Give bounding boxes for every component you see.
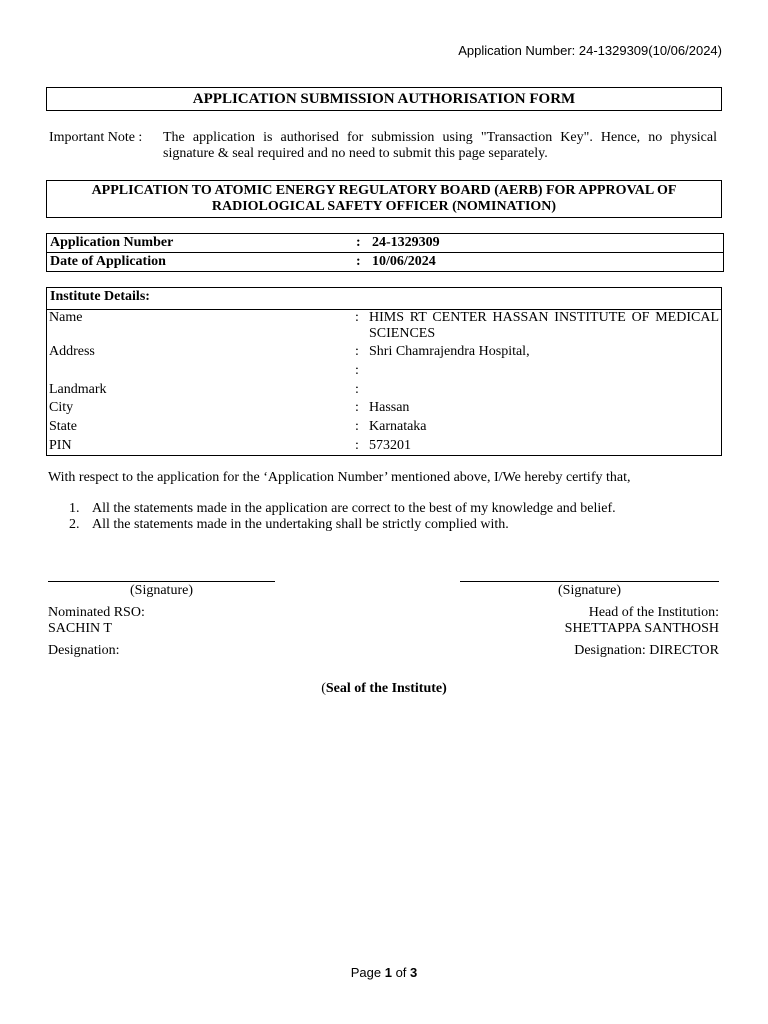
- subject-line-1: APPLICATION TO ATOMIC ENERGY REGULATORY BOARD (AERB) FOR APPROVAL OF: [91, 183, 677, 198]
- page-total: 3: [410, 965, 418, 980]
- important-note-text: The application is authorised for submission using "Transaction Key". Hence, no physical signature & seal required and no need to submit this page separately.: [163, 130, 717, 161]
- important-note-label: Important Note :: [49, 130, 143, 145]
- row-label: PIN: [49, 438, 72, 453]
- row-label: State: [49, 419, 77, 434]
- institute-state-value: Karnataka: [369, 419, 427, 434]
- list-number: 2.: [69, 517, 80, 532]
- institute-pin-value: 573201: [369, 438, 411, 453]
- separator: :: [355, 363, 359, 378]
- separator: :: [353, 253, 369, 272]
- form-title: APPLICATION SUBMISSION AUTHORISATION FORM: [46, 87, 722, 111]
- row-label: Landmark: [49, 382, 107, 397]
- nominated-rso-label: Nominated RSO:: [48, 605, 145, 620]
- head-designation: Designation: DIRECTOR: [574, 643, 719, 658]
- application-number-value: 24-1329309: [369, 234, 724, 253]
- institute-details-section: [46, 287, 722, 456]
- seal-open-paren: (: [321, 681, 326, 696]
- application-info-table: [46, 233, 724, 272]
- institute-name-value: HIMS RT CENTER HASSAN INSTITUTE OF MEDICAL SCIENCES: [369, 310, 719, 341]
- application-number-label: Application Number: [47, 234, 354, 253]
- seal-text: Seal of the Institute): [325, 681, 447, 696]
- rso-designation: Designation:: [48, 643, 120, 658]
- separator: :: [353, 234, 369, 253]
- page-footer: [0, 965, 768, 980]
- separator: :: [355, 344, 359, 359]
- separator: :: [355, 382, 359, 397]
- separator: :: [355, 438, 359, 453]
- rso-signature-line: [48, 581, 275, 582]
- head-of-institution-label: Head of the Institution:: [588, 605, 719, 620]
- rso-signature-caption: (Signature): [130, 583, 193, 598]
- page-middle: of: [391, 965, 411, 980]
- table-row: [47, 234, 724, 253]
- subject-line-2: RADIOLOGICAL SAFETY OFFICER (NOMINATION): [211, 199, 557, 214]
- page-current: 1: [384, 965, 392, 980]
- separator: :: [355, 310, 359, 325]
- separator: :: [355, 419, 359, 434]
- separator: :: [355, 400, 359, 415]
- page-prefix: Page: [350, 965, 385, 980]
- head-signature-line: [460, 581, 719, 582]
- row-label: Name: [49, 310, 83, 325]
- row-label: Address: [49, 344, 95, 359]
- institute-city-value: Hassan: [369, 400, 410, 415]
- table-row: [47, 253, 724, 272]
- institute-details-heading: Institute Details:: [50, 289, 150, 304]
- head-signature-caption: (Signature): [558, 583, 621, 598]
- date-of-application-value: 10/06/2024: [369, 253, 724, 272]
- list-text: All the statements made in the undertaking shall be strictly complied with.: [92, 517, 509, 532]
- nominated-rso-name: SACHIN T: [48, 621, 112, 636]
- row-label: City: [49, 400, 74, 415]
- date-of-application-label: Date of Application: [47, 253, 354, 272]
- list-item: [69, 501, 616, 517]
- list-text: All the statements made in the application are correct to the best of my knowledge and belief.: [92, 501, 616, 516]
- list-item: [69, 517, 509, 533]
- certification-statement: With respect to the application for the ‘Application Number’ mentioned above, I/We hereby certify that,: [48, 470, 631, 485]
- application-number-header: Application Number: 24-1329309(10/06/2024): [458, 43, 722, 58]
- institute-address-value: Shri Chamrajendra Hospital,: [369, 344, 530, 359]
- seal-of-institute: [0, 681, 768, 697]
- head-of-institution-name: SHETTAPPA SANTHOSH: [564, 621, 719, 636]
- list-number: 1.: [69, 501, 80, 516]
- application-subject: [46, 180, 722, 218]
